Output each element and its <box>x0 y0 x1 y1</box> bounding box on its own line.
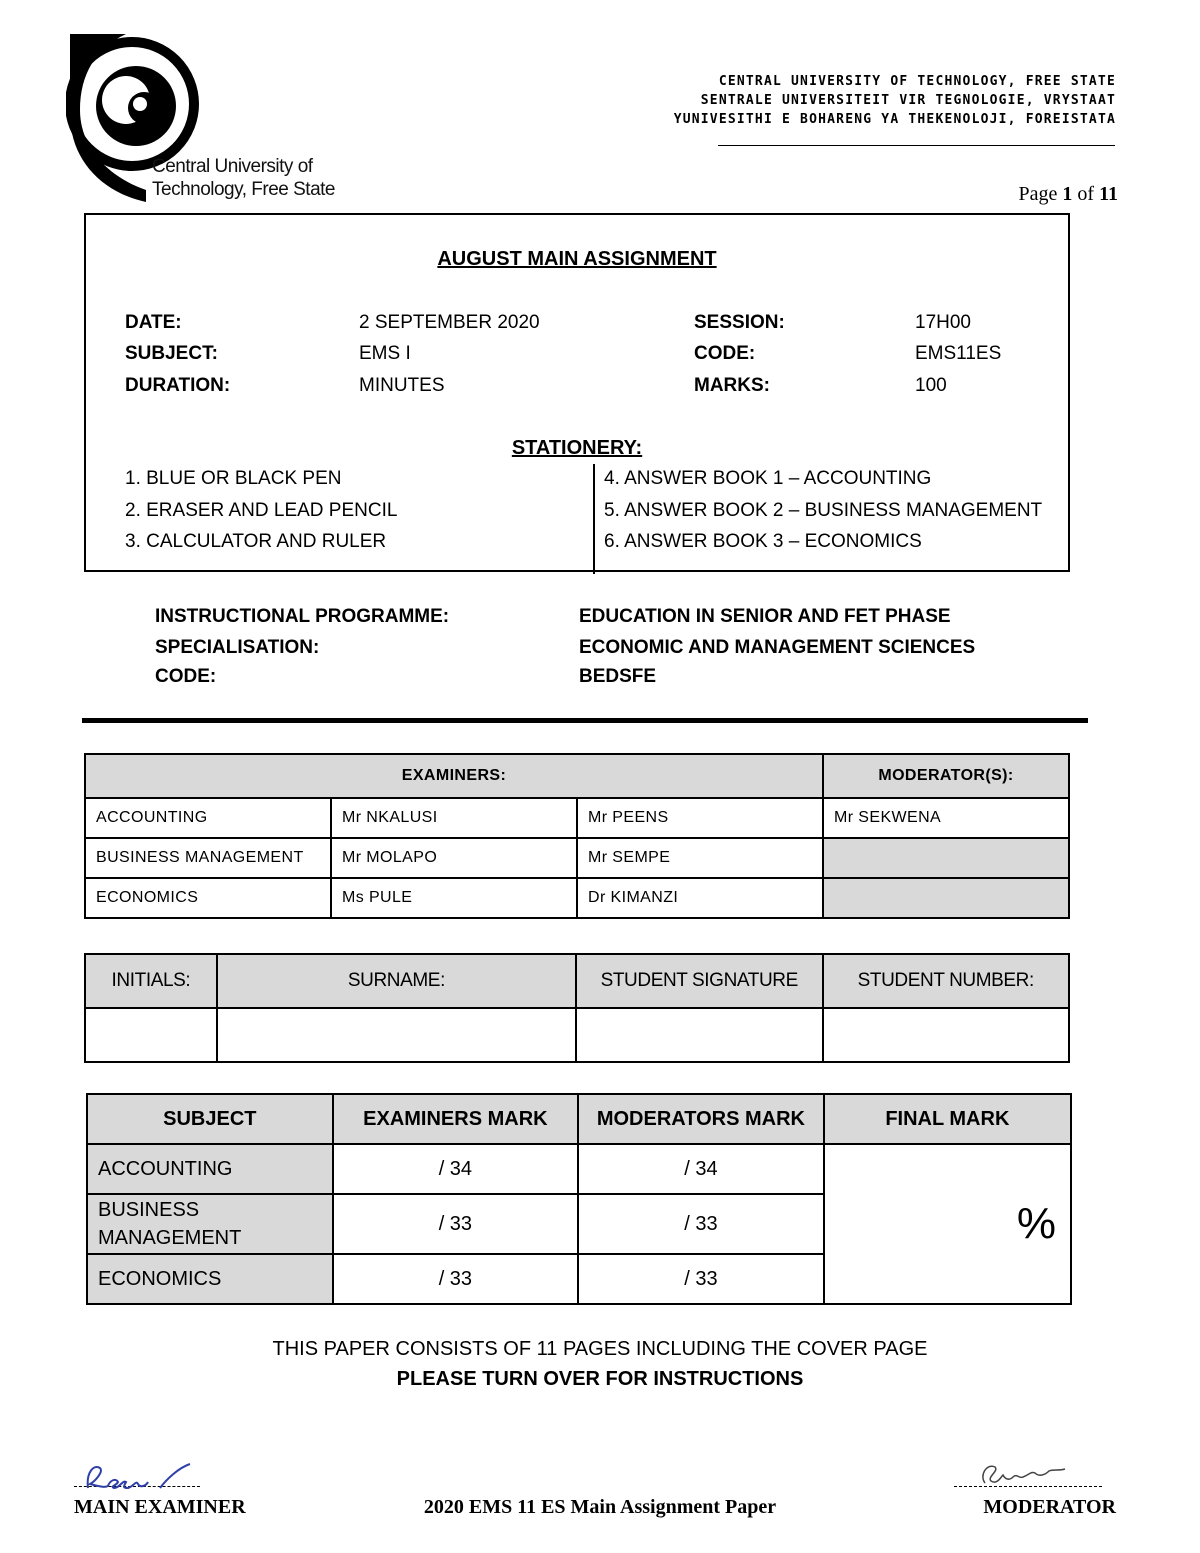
date-label: DATE: <box>125 312 182 333</box>
examiners-mark: / 33 <box>333 1194 579 1254</box>
page-current: 1 <box>1062 183 1073 205</box>
table-row <box>87 1144 1071 1194</box>
programme-label: INSTRUCTIONAL PROGRAMME: <box>155 606 450 627</box>
logo-line-2: Technology, Free State <box>152 179 335 200</box>
logo-wordmark <box>152 155 335 201</box>
table-header-row <box>85 754 1069 798</box>
subject-header: SUBJECT <box>87 1094 333 1144</box>
surname-header: SURNAME: <box>217 954 576 1008</box>
examiner-signature <box>80 1458 205 1498</box>
examiners-table <box>84 753 1070 919</box>
marks-label: MARKS: <box>694 375 770 396</box>
table-row <box>85 878 1069 918</box>
footer-paper-title: 2020 EMS 11 ES Main Assignment Paper <box>423 1496 777 1518</box>
page-number <box>1019 183 1118 206</box>
moderator <box>823 838 1069 878</box>
moderator-label: MODERATOR <box>983 1496 1116 1518</box>
surname-field[interactable] <box>217 1008 576 1062</box>
institution-name-english: CENTRAL UNIVERSITY OF TECHNOLOGY, FREE STATE <box>718 74 1116 89</box>
moderator-signature <box>975 1455 1085 1491</box>
student-number-header: STUDENT NUMBER: <box>823 954 1070 1008</box>
signature-header: STUDENT SIGNATURE <box>576 954 823 1008</box>
table-header-row <box>85 954 1069 1008</box>
programme-code-label: CODE: <box>155 666 217 687</box>
examiners-header: EXAMINERS: <box>85 754 823 798</box>
stationery-item: 1. BLUE OR BLACK PEN <box>125 468 342 489</box>
moderators-mark-header: MODERATORS MARK <box>578 1094 824 1144</box>
programme-value: EDUCATION IN SENIOR AND FET PHASE <box>579 606 951 627</box>
institution-name-sesotho: YUNIVESITHI E BOHARENG YA THEKENOLOJI, FOREISTATA <box>673 112 1116 127</box>
moderator: Mr SEKWENA <box>823 798 1069 838</box>
marks-value: 100 <box>915 375 947 396</box>
examiner-1: Ms PULE <box>331 878 577 918</box>
subject-value: EMS I <box>359 343 411 364</box>
table-header-row <box>87 1094 1071 1144</box>
examiners-mark-header: EXAMINERS MARK <box>333 1094 579 1144</box>
signature-field[interactable] <box>576 1008 823 1062</box>
marks-subject: BUSINESS MANAGEMENT <box>87 1194 333 1254</box>
table-row <box>85 838 1069 878</box>
marks-table <box>86 1093 1072 1305</box>
examiner-2: Dr KIMANZI <box>577 878 823 918</box>
logo-line-1: Central University of <box>152 156 313 177</box>
examiners-mark: / 34 <box>333 1144 579 1194</box>
institution-name-afrikaans: SENTRALE UNIVERSITEIT VIR TEGNOLOGIE, VRYSTAAT <box>700 93 1116 108</box>
examiner-1: Mr MOLAPO <box>331 838 577 878</box>
specialisation-label: SPECIALISATION: <box>155 637 320 658</box>
section-divider <box>82 718 1088 723</box>
session-value: 17H00 <box>915 312 971 333</box>
stationery-item: 4. ANSWER BOOK 1 – ACCOUNTING <box>604 468 932 489</box>
main-examiner-label: MAIN EXAMINER <box>74 1496 246 1518</box>
student-details-table <box>84 953 1070 1063</box>
initials-field[interactable] <box>85 1008 217 1062</box>
moderators-mark: / 34 <box>578 1144 824 1194</box>
examiner-2: Mr SEMPE <box>577 838 823 878</box>
examiner-subject: BUSINESS MANAGEMENT <box>85 838 331 878</box>
page-total: 11 <box>1099 183 1118 205</box>
marks-subject: ACCOUNTING <box>87 1144 333 1194</box>
code-label: CODE: <box>694 343 756 364</box>
specialisation-value: ECONOMIC AND MANAGEMENT SCIENCES <box>579 637 976 658</box>
final-mark-header: FINAL MARK <box>824 1094 1071 1144</box>
moderators-mark: / 33 <box>578 1254 824 1304</box>
page-word: Page <box>1018 183 1058 205</box>
assignment-title: AUGUST MAIN ASSIGNMENT <box>437 248 717 270</box>
initials-header: INITIALS: <box>85 954 217 1008</box>
code-value: EMS11ES <box>915 343 1002 364</box>
stationery-divider <box>593 464 595 574</box>
header-rule <box>718 145 1115 146</box>
stationery-item: 6. ANSWER BOOK 3 – ECONOMICS <box>604 531 922 552</box>
moderators-header: MODERATOR(S): <box>823 754 1069 798</box>
stationery-item: 5. ANSWER BOOK 2 – BUSINESS MANAGEMENT <box>604 500 1043 521</box>
examiner-1: Mr NKALUSI <box>331 798 577 838</box>
stationery-item: 3. CALCULATOR AND RULER <box>125 531 387 552</box>
table-row <box>85 1008 1069 1062</box>
final-mark-percent: % <box>824 1144 1071 1304</box>
subject-label: SUBJECT: <box>125 343 218 364</box>
moderators-mark: / 33 <box>578 1194 824 1254</box>
examiner-subject: ACCOUNTING <box>85 798 331 838</box>
stationery-title: STATIONERY: <box>511 437 643 459</box>
assignment-info-box <box>84 213 1070 572</box>
examiner-subject: ECONOMICS <box>85 878 331 918</box>
examiners-mark: / 33 <box>333 1254 579 1304</box>
stationery-item: 2. ERASER AND LEAD PENCIL <box>125 500 398 521</box>
moderator <box>823 878 1069 918</box>
pages-note: THIS PAPER CONSISTS OF 11 PAGES INCLUDING THE COVER PAGE <box>272 1338 928 1360</box>
examiner-2: Mr PEENS <box>577 798 823 838</box>
turn-over-note: PLEASE TURN OVER FOR INSTRUCTIONS <box>396 1368 804 1390</box>
date-value: 2 SEPTEMBER 2020 <box>359 312 540 333</box>
programme-code-value: BEDSFE <box>579 666 657 687</box>
marks-subject: ECONOMICS <box>87 1254 333 1304</box>
student-number-field[interactable] <box>823 1008 1070 1062</box>
page-of: of <box>1077 183 1095 205</box>
duration-value: MINUTES <box>359 375 445 396</box>
table-row <box>85 798 1069 838</box>
session-label: SESSION: <box>694 312 785 333</box>
institution-names <box>674 72 1116 129</box>
duration-label: DURATION: <box>125 375 231 396</box>
